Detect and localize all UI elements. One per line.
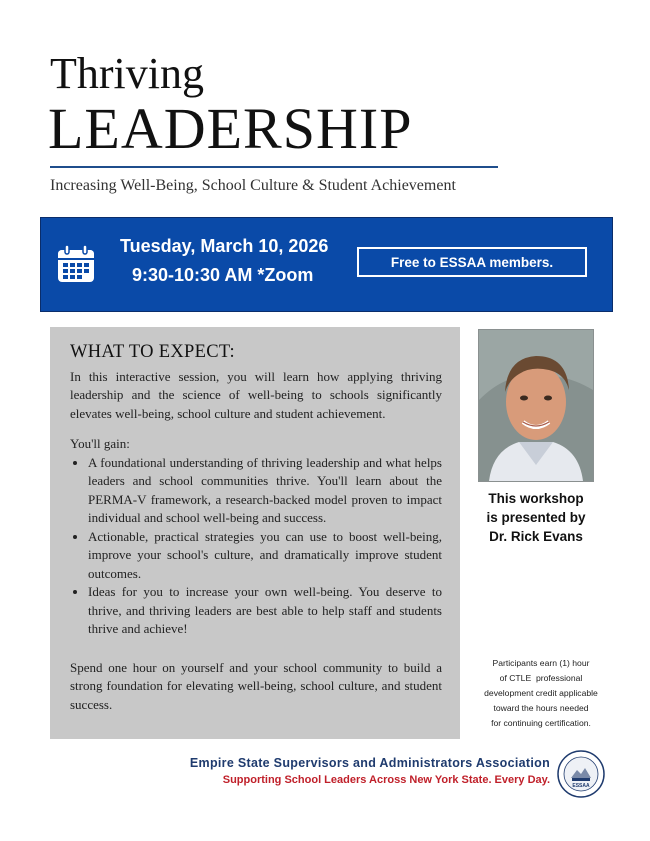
organization-name: Empire State Supervisors and Administrators Association	[189, 756, 550, 770]
expect-closing: Spend one hour on yourself and your school community to build a strong foundation for elevating well-being, school culture, and student success.	[70, 659, 442, 712]
credit-line: for continuing certification.	[491, 718, 591, 728]
expect-intro: In this interactive session, you will learn how applying thriving leadership and the science of well-being to schools significantly elevates well-being, school culture and student achievement.	[70, 368, 442, 421]
title-thriving: Thriving	[50, 49, 204, 98]
organization-tagline: Supporting School Leaders Across New York State. Every Day.	[222, 774, 550, 786]
calendar-icon	[56, 244, 96, 284]
subtitle: Increasing Well-Being, School Culture & Student Achievement	[50, 177, 456, 194]
gain-list	[70, 454, 442, 639]
expect-heading: WHAT TO EXPECT:	[70, 342, 235, 362]
presenter-line: This workshop	[488, 491, 584, 506]
credit-line: development credit applicable	[484, 688, 598, 698]
title-divider	[50, 166, 498, 168]
ctle-credit-note	[466, 656, 616, 731]
presenter-line: is presented by	[486, 510, 586, 525]
credit-line: toward the hours needed	[493, 703, 589, 713]
event-time: 9:30-10:30 AM *Zoom	[132, 265, 314, 285]
title-leadership: LEADERSHIP	[48, 96, 413, 161]
list-item: • Actionable, practical strategies you can use to boost well-being, improve your school's culture, and dramatically improve student outcomes.	[88, 528, 442, 584]
presenter-photo	[478, 329, 594, 482]
list-item: • Ideas for you to increase your own well-being. You deserve to thrive, and thriving leaders are best able to help staff and students thrive and achieve!	[88, 583, 442, 639]
list-item: • A foundational understanding of thriving leadership and what helps leaders and school communities thrive. You'll learn about the PERMA-V framework, a research-backed model proven to impact individual and school well-being and success.	[88, 454, 442, 528]
what-to-expect-panel	[50, 327, 460, 739]
credit-line: Participants earn (1) hour	[492, 658, 590, 668]
presenter-name: Dr. Rick Evans	[489, 529, 583, 544]
essaa-seal-logo	[557, 750, 605, 798]
credit-line: of CTLE professional	[499, 673, 583, 683]
event-date: Tuesday, March 10, 2026	[120, 236, 329, 256]
gain-label: You'll gain:	[70, 436, 130, 451]
free-badge: Free to ESSAA members.	[357, 247, 587, 277]
svg-text:ESSAA: ESSAA	[572, 783, 590, 789]
presenter-caption	[466, 489, 606, 546]
